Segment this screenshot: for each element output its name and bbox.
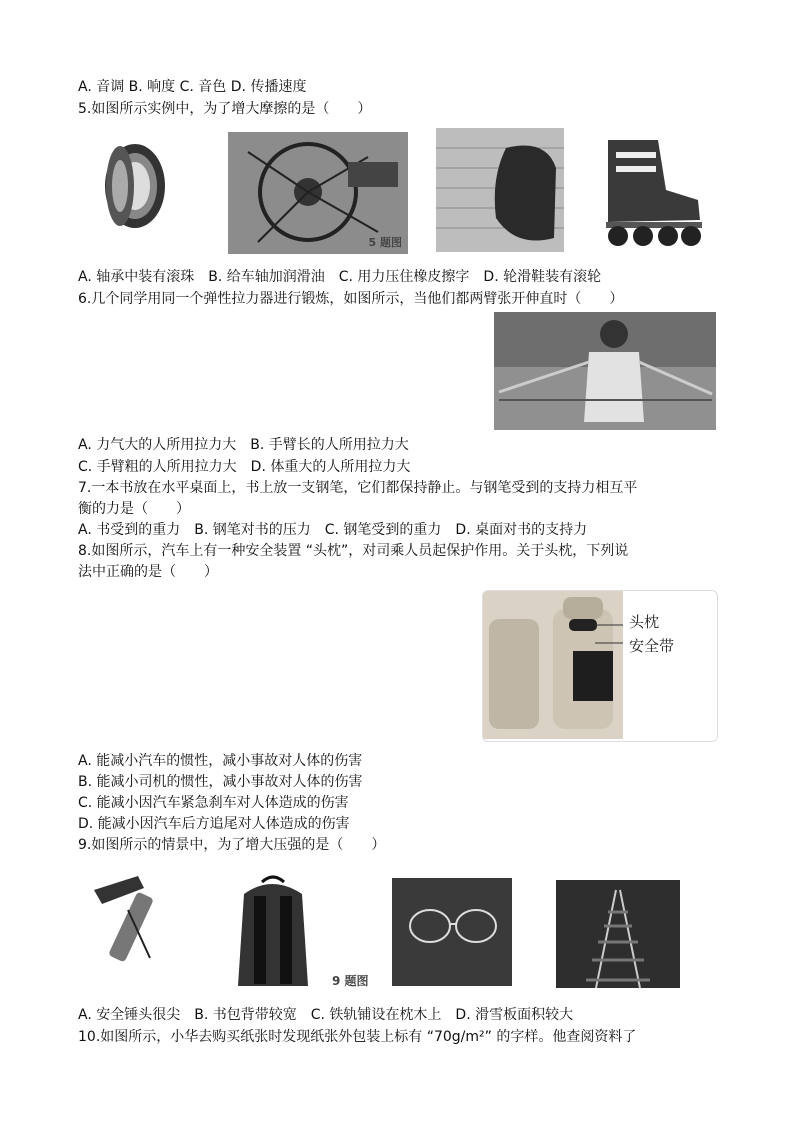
q8-option-c: C. 能减小因汽车紧急刹车对人体造成的伤害 [78,795,349,811]
q9-stem: 9.如图所示的情景中，为了增大压强的是（ ） [78,837,386,853]
q8-stem-line2: 法中正确的是（ ） [78,564,218,580]
q8-option-d: D. 能减小因汽车后方追尾对人体造成的伤害 [78,816,350,832]
q6-options-cd: C. 手臂粗的人所用拉力大 D. 体重大的人所用拉力大 [78,459,411,475]
q7-options: A. 书受到的重力 B. 钢笔对书的压力 C. 钢笔受到的重力 D. 桌面对书的支持力 [78,522,588,538]
q8-stem-line1: 8.如图所示，汽车上有一种安全装置 “头枕”，对司乘人员起保护作用。关于头枕，下列说 [78,543,629,559]
q8-option-b: B. 能减小司机的惯性，减小事故对人体的伤害 [78,774,363,790]
q7-stem-line2: 衡的力是（ ） [78,501,190,517]
q10-stem: 10.如图所示，小华去购买纸张时发现纸张外包装上标有 “70g/m²” 的字样。他查阅资料了 [78,1029,637,1045]
q5-stem: 5.如图所示实例中，为了增大摩擦的是（ ） [78,101,372,117]
backpack-image [232,874,314,992]
car-headrest-image [482,590,718,742]
q9-figure-caption: 9 题图 [332,974,369,988]
roller-skate-image [588,130,714,250]
safety-hammer-image [88,870,184,970]
q9-options: A. 安全锤头很尖 B. 书包背带较宽 C. 铁轨铺设在枕木上 D. 滑雪板面积较大 [78,1007,574,1023]
q5-options: A. 轴承中装有滚珠 B. 给车轴加润滑油 C. 用力压住橡皮擦字 D. 轮滑鞋装有滚轮 [78,269,602,285]
bearing-image [90,136,170,236]
headrest-label: 头枕 [629,613,660,631]
bike-axle-image [228,132,408,254]
q7-stem-line1: 7.一本书放在水平桌面上，书上放一支钢笔，它们都保持静止。与钢笔受到的支持力相互平 [78,480,638,496]
q4-options: A. 音调 B. 响度 C. 音色 D. 传播速度 [78,79,307,95]
q5-figure-caption: 5 题图 [368,236,402,249]
glasses-rail-image [392,878,512,986]
q8-option-a: A. 能减小汽车的惯性，减小事故对人体的伤害 [78,753,363,769]
q6-stem: 6.几个同学用同一个弹性拉力器进行锻炼，如图所示，当他们都两臂张开伸直时（ ） [78,291,624,307]
eraser-image [436,128,564,252]
seatbelt-label: 安全带 [629,637,675,655]
railway-image [556,880,680,988]
exercise-image [494,312,716,430]
q6-options-ab: A. 力气大的人所用拉力大 B. 手臂长的人所用拉力大 [78,437,409,453]
